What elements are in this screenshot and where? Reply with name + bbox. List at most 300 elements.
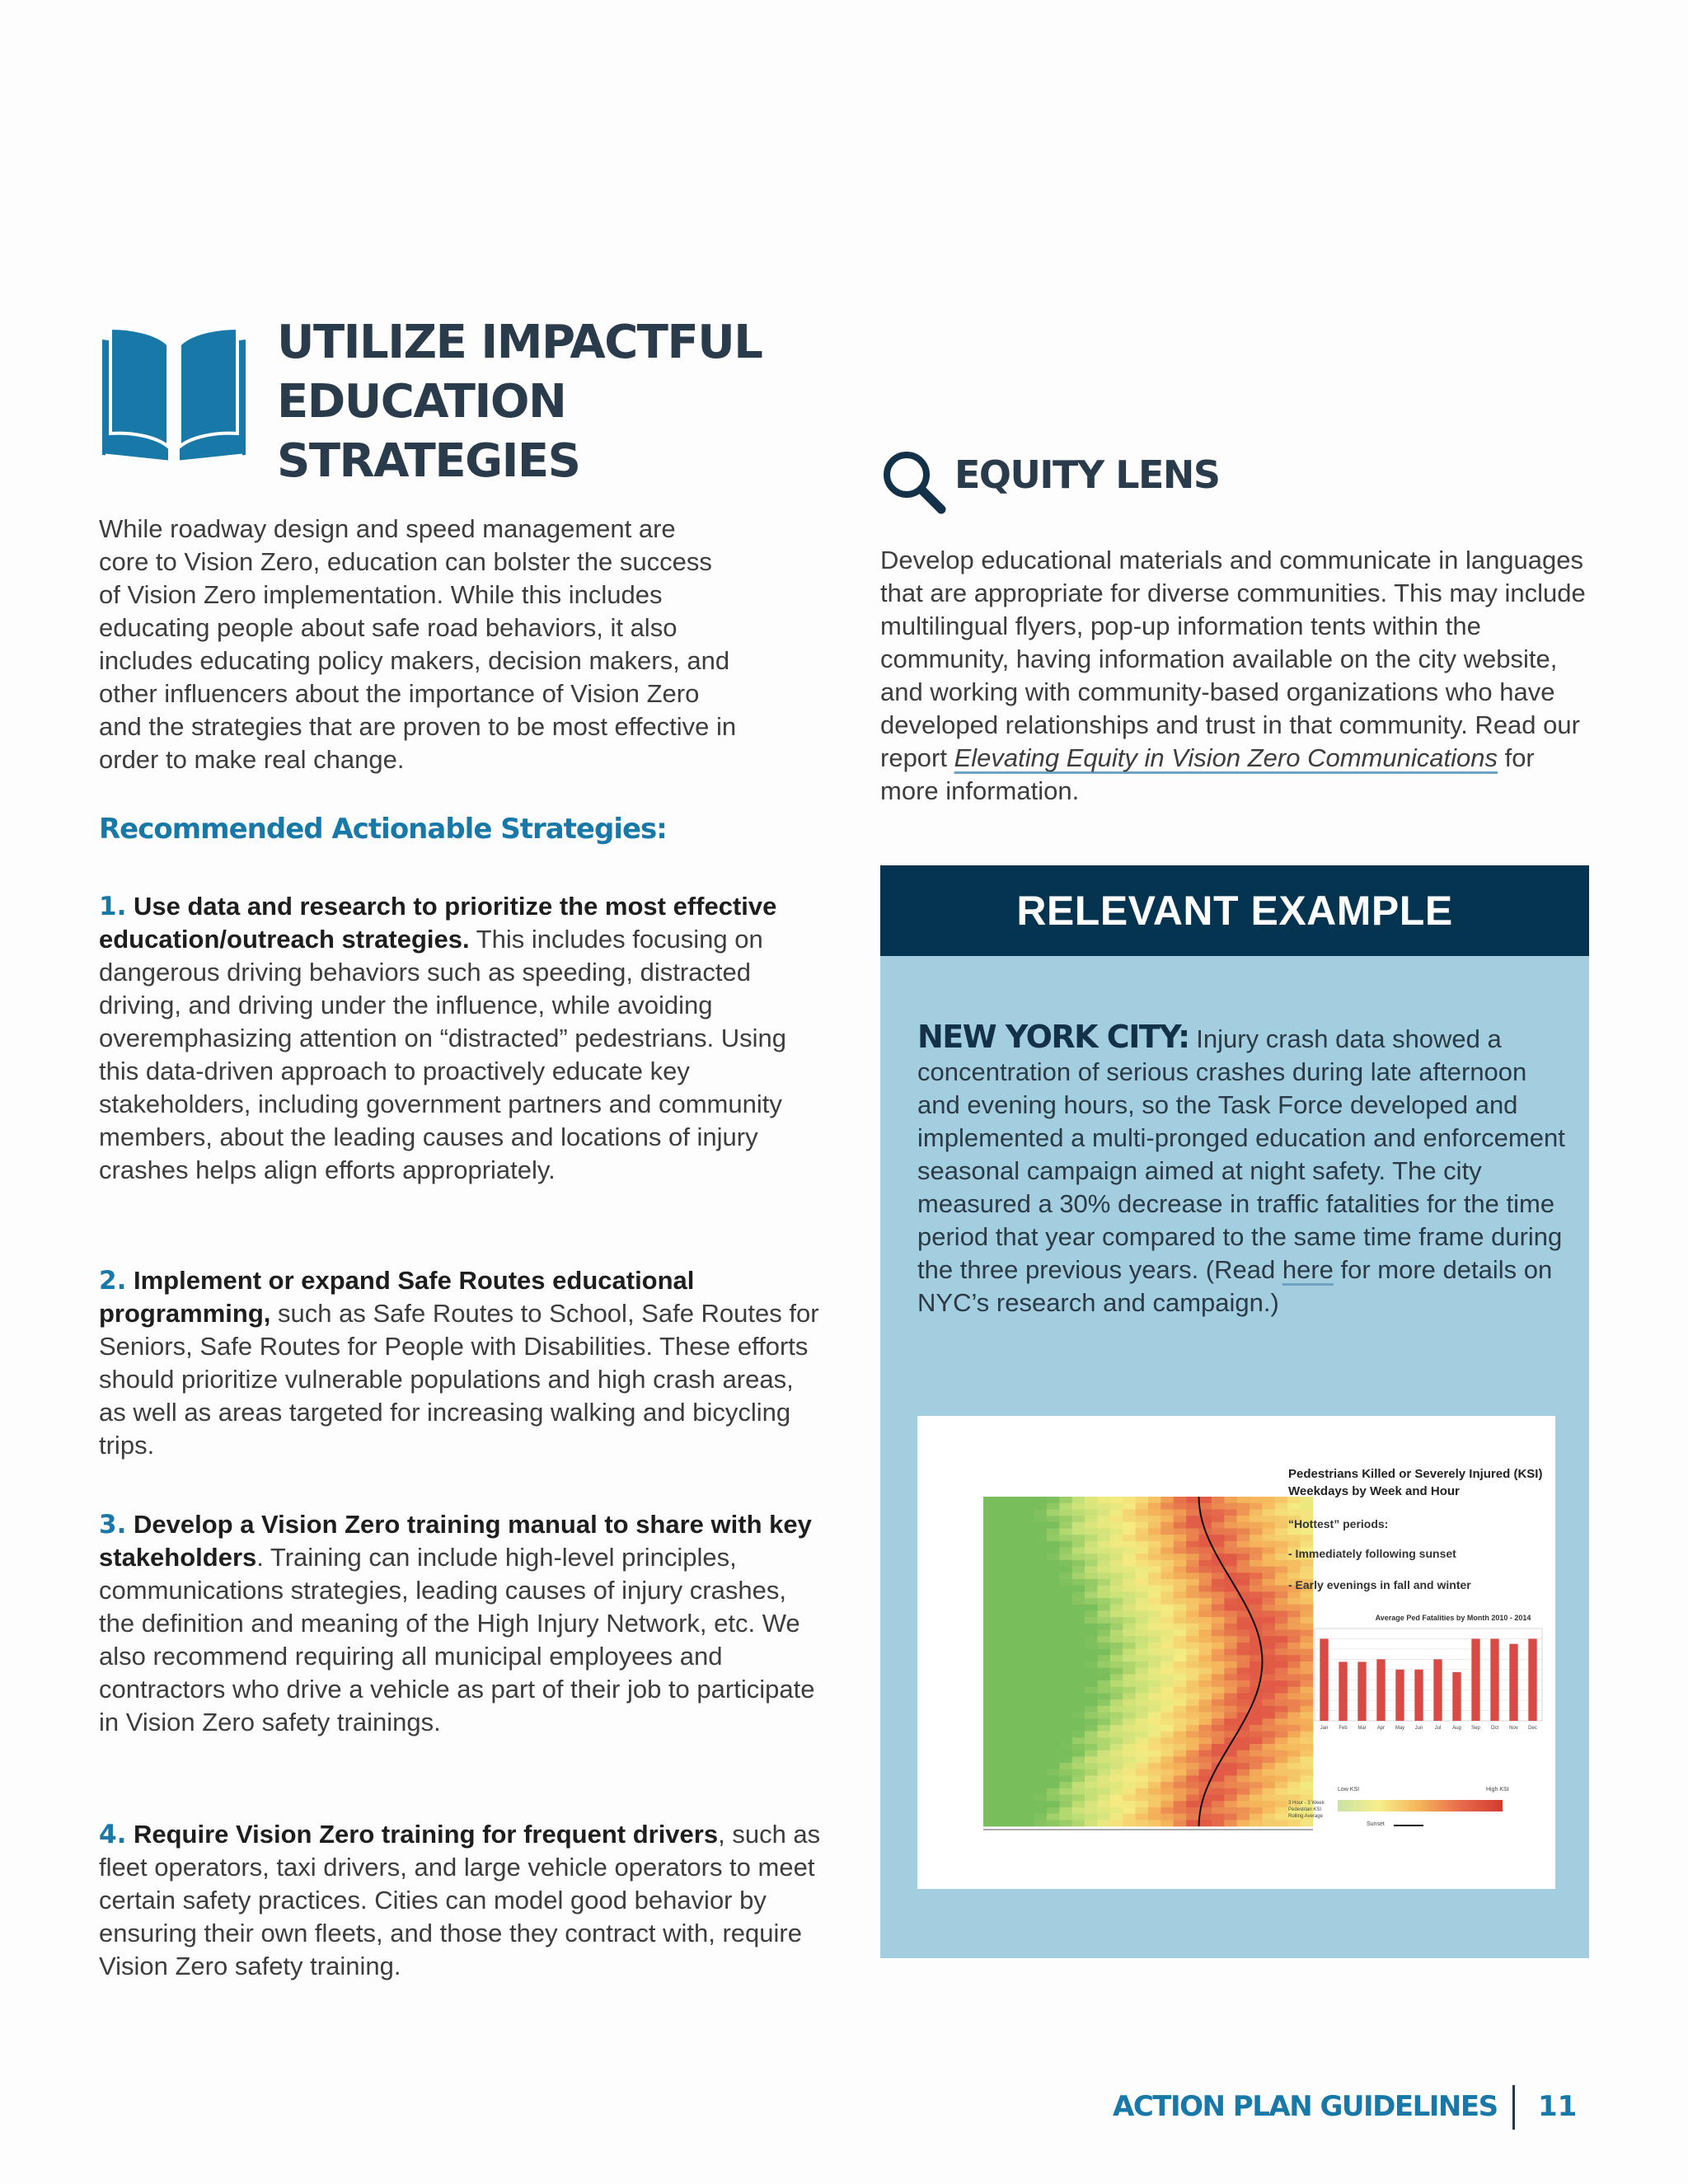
heatmap-cell xyxy=(1123,1579,1136,1586)
heatmap-cell xyxy=(1199,1737,1212,1744)
heatmap-cell xyxy=(1123,1516,1136,1522)
heatmap-cell xyxy=(1148,1567,1161,1573)
heatmap-cell xyxy=(1085,1674,1098,1680)
heatmap-cell xyxy=(1212,1610,1225,1617)
heatmap-cell xyxy=(1250,1814,1263,1821)
heatmap-cell xyxy=(996,1579,1009,1586)
heatmap-cell xyxy=(1047,1769,1060,1776)
heatmap-cell xyxy=(1160,1788,1174,1795)
heatmap-cell xyxy=(1009,1655,1022,1661)
heatmap-cell xyxy=(1034,1535,1048,1541)
report-link[interactable]: Elevating Equity in Vision Zero Communications xyxy=(954,743,1498,772)
heatmap-cell xyxy=(1275,1535,1288,1541)
heatmap-cell xyxy=(1186,1567,1199,1573)
heatmap-cell xyxy=(1021,1687,1034,1694)
heatmap-cell xyxy=(1097,1655,1110,1661)
heatmap-cell xyxy=(1123,1706,1136,1713)
bar-category-label: Sep xyxy=(1471,1726,1480,1731)
heatmap-cell xyxy=(1110,1598,1123,1605)
heatmap-cell xyxy=(1160,1782,1174,1788)
heatmap-cell xyxy=(1199,1668,1212,1675)
heatmap-cell xyxy=(996,1567,1009,1573)
heatmap-cell xyxy=(1237,1554,1250,1560)
figure-title-line: Pedestrians Killed or Severely Injured (KSI) xyxy=(1288,1467,1543,1481)
heatmap-cell xyxy=(1301,1737,1314,1744)
heatmap-cell xyxy=(1224,1541,1237,1548)
heatmap-cell xyxy=(1250,1560,1263,1567)
heatmap-cell xyxy=(1085,1782,1098,1788)
intro-line: core to Vision Zero, education can bolster the success xyxy=(99,547,712,576)
heatmap-cell xyxy=(1034,1744,1048,1750)
heatmap-cell xyxy=(1110,1693,1123,1699)
heatmap-cell xyxy=(1224,1795,1237,1802)
heatmap-cell xyxy=(1034,1630,1048,1637)
heatmap-cell xyxy=(1009,1725,1022,1732)
heatmap-cell xyxy=(1275,1655,1288,1661)
heatmap-cell xyxy=(1250,1649,1263,1656)
heatmap-cell xyxy=(1212,1788,1225,1795)
heatmap-cell xyxy=(1123,1732,1136,1738)
heatmap-cell xyxy=(1148,1788,1161,1795)
heatmap-cell xyxy=(1072,1756,1085,1763)
heatmap-cell xyxy=(1199,1522,1212,1529)
heatmap-cell xyxy=(1148,1509,1161,1516)
heatmap-cell xyxy=(1174,1756,1187,1763)
strategy-lead: Use data and research to prioritize the most effective education/outreach strategies. xyxy=(99,892,777,954)
heatmap-cell xyxy=(1021,1528,1034,1535)
heatmap-cell xyxy=(1148,1801,1161,1807)
strategy-text: This includes focusing on dangerous driving behaviors such as speeding, distracted driving, and driving under the influence, while avoiding overemphasizing attention on “distracted” pedestrians. Using this data-driven approach to proactively educate key stakeholders, including government partners and community members, about the leading causes and locations of injury crashes helps align efforts appropriately. xyxy=(99,925,787,1184)
heatmap-cell xyxy=(1034,1687,1048,1694)
heatmap-cell xyxy=(1136,1807,1149,1814)
heatmap-cell xyxy=(1021,1503,1034,1510)
heatmap-cell xyxy=(1287,1630,1301,1637)
heatmap-cell xyxy=(1199,1820,1212,1826)
heatmap-cell xyxy=(983,1649,996,1656)
here-link[interactable]: here xyxy=(1282,1255,1334,1284)
strategy-item xyxy=(99,1264,824,1462)
heatmap-cell xyxy=(1110,1655,1123,1661)
heatmap-cell xyxy=(1174,1801,1187,1807)
heatmap-cell xyxy=(996,1509,1009,1516)
heatmap-cell xyxy=(1110,1586,1123,1592)
heatmap-cell xyxy=(1262,1807,1275,1814)
heatmap-cell xyxy=(1186,1732,1199,1738)
heatmap-cell xyxy=(1009,1591,1022,1598)
heatmap-cell xyxy=(983,1814,996,1821)
heatmap-cell xyxy=(1072,1718,1085,1725)
heatmap-cell xyxy=(1237,1586,1250,1592)
heatmap-cell xyxy=(1250,1548,1263,1554)
heatmap-cell xyxy=(1250,1713,1263,1719)
heatmap-cell xyxy=(1186,1756,1199,1763)
heatmap-cell xyxy=(1085,1763,1098,1769)
heatmap-cell xyxy=(1097,1610,1110,1617)
heatmap-cell xyxy=(1275,1516,1288,1522)
heatmap-cell xyxy=(1262,1572,1275,1579)
heatmap-cell xyxy=(1275,1522,1288,1529)
heatmap-cell xyxy=(1047,1687,1060,1694)
heatmap-cell xyxy=(1085,1516,1098,1522)
heatmap-cell xyxy=(1199,1661,1212,1668)
heatmap-cell xyxy=(1275,1713,1288,1719)
strategy-text: . Training can include high-level principles, communications strategies, leading causes of injury crashes, the definition and meaning of the High Injury Network, etc. We also recommend requiring all municipal employees and contractors who drive a vehicle as part of their job to participate in Vision Zero safety trainings. xyxy=(99,1543,815,1736)
page-number: 11 xyxy=(1538,2090,1578,2123)
heatmap-cell xyxy=(1021,1617,1034,1624)
heatmap-cell xyxy=(1123,1699,1136,1706)
heatmap-cell xyxy=(1123,1567,1136,1573)
heatmap-cell xyxy=(1250,1750,1263,1757)
heatmap-cell xyxy=(1186,1643,1199,1649)
heatmap-cell xyxy=(1110,1591,1123,1598)
heatmap-cell xyxy=(1097,1503,1110,1510)
heatmap-cell xyxy=(1262,1630,1275,1637)
heatmap-cell xyxy=(1097,1586,1110,1592)
heatmap-cell xyxy=(1262,1744,1275,1750)
heatmap-cell xyxy=(1160,1756,1174,1763)
heatmap-cell xyxy=(1237,1579,1250,1586)
heatmap-cell xyxy=(1160,1649,1174,1656)
heatmap-cell xyxy=(1275,1706,1288,1713)
heatmap-cell xyxy=(1136,1769,1149,1776)
heatmap-cell xyxy=(1021,1699,1034,1706)
heatmap-cell xyxy=(1110,1687,1123,1694)
heatmap-cell xyxy=(1021,1750,1034,1757)
heatmap-cell xyxy=(1085,1509,1098,1516)
heatmap-cell xyxy=(1212,1782,1225,1788)
heatmap-cell xyxy=(1047,1567,1060,1573)
heatmap-cell xyxy=(1224,1643,1237,1649)
heatmap-cell xyxy=(1072,1572,1085,1579)
heatmap-cell xyxy=(1186,1693,1199,1699)
heatmap-cell xyxy=(1160,1636,1174,1643)
heatmap-cell xyxy=(1021,1535,1034,1541)
heatmap-cell xyxy=(1148,1769,1161,1776)
heatmap-cell xyxy=(1034,1655,1048,1661)
heatmap-cell xyxy=(1212,1598,1225,1605)
heatmap-cell xyxy=(1250,1522,1263,1529)
heatmap-cell xyxy=(996,1706,1009,1713)
heatmap-cell xyxy=(1262,1820,1275,1826)
heatmap-cell xyxy=(1110,1548,1123,1554)
heatmap-cell xyxy=(1275,1591,1288,1598)
heatmap-cell xyxy=(1287,1788,1301,1795)
heatmap-cell xyxy=(1123,1788,1136,1795)
heatmap-cell xyxy=(1072,1567,1085,1573)
heatmap-cell xyxy=(1237,1535,1250,1541)
heatmap-cell xyxy=(1021,1820,1034,1826)
heatmap-cell xyxy=(1212,1655,1225,1661)
heatmap-cell xyxy=(1009,1649,1022,1656)
heatmap-cell xyxy=(1097,1763,1110,1769)
heatmap-cell xyxy=(1287,1643,1301,1649)
heatmap-cell xyxy=(996,1560,1009,1567)
heatmap-cell xyxy=(1160,1522,1174,1529)
heatmap-cell xyxy=(1059,1649,1072,1656)
heatmap-cell xyxy=(1148,1718,1161,1725)
heatmap-cell xyxy=(1287,1636,1301,1643)
heatmap-cell xyxy=(996,1763,1009,1769)
heatmap-cell xyxy=(1250,1807,1263,1814)
heatmap-cell xyxy=(1174,1535,1187,1541)
heatmap-cell xyxy=(1224,1713,1237,1719)
heatmap-cell xyxy=(1287,1763,1301,1769)
heatmap-cell xyxy=(1186,1750,1199,1757)
heatmap-cell xyxy=(1174,1630,1187,1637)
heatmap-cell xyxy=(983,1509,996,1516)
heatmap-cell xyxy=(1009,1509,1022,1516)
heatmap-cell xyxy=(1262,1775,1275,1782)
heatmap-cell xyxy=(1186,1554,1199,1560)
heatmap-cell xyxy=(996,1820,1009,1826)
heatmap-cell xyxy=(1034,1610,1048,1617)
heatmap-cell xyxy=(1085,1769,1098,1776)
heatmap-cell xyxy=(1237,1775,1250,1782)
heatmap-cell xyxy=(1262,1795,1275,1802)
heatmap-cell xyxy=(1186,1699,1199,1706)
heatmap-cell xyxy=(1136,1756,1149,1763)
heatmap-cell xyxy=(1262,1668,1275,1675)
heatmap-cell xyxy=(1072,1503,1085,1510)
heatmap-cell xyxy=(1262,1548,1275,1554)
heatmap-cell xyxy=(1160,1718,1174,1725)
heatmap-cell xyxy=(1287,1744,1301,1750)
heatmap-cell xyxy=(1148,1541,1161,1548)
heatmap-cell xyxy=(1287,1649,1301,1656)
heatmap-cell xyxy=(1085,1554,1098,1560)
heatmap-cell xyxy=(1021,1725,1034,1732)
heatmap-cell xyxy=(1085,1661,1098,1668)
heatmap-cell xyxy=(983,1713,996,1719)
heatmap-cell xyxy=(996,1503,1009,1510)
heatmap-cell xyxy=(1237,1548,1250,1554)
heatmap-cell xyxy=(1072,1732,1085,1738)
heatmap-cell xyxy=(1250,1788,1263,1795)
heatmap-cell xyxy=(1224,1680,1237,1687)
example-paragraph xyxy=(917,1020,1568,1319)
heatmap-cell xyxy=(1186,1807,1199,1814)
heatmap-cell xyxy=(1224,1674,1237,1680)
heatmap-cell xyxy=(1148,1795,1161,1802)
heatmap-cell xyxy=(1160,1586,1174,1592)
heatmap-cell xyxy=(1224,1814,1237,1821)
heatmap-cell xyxy=(1148,1598,1161,1605)
heatmap-cell xyxy=(1224,1560,1237,1567)
heatmap-cell xyxy=(1047,1782,1060,1788)
strategy-lead: Implement or expand Safe Routes educational programming, xyxy=(99,1266,695,1328)
heatmap-cell xyxy=(1110,1509,1123,1516)
heatmap-cell xyxy=(1034,1763,1048,1769)
heatmap-cell xyxy=(1136,1605,1149,1611)
heatmap-cell xyxy=(1237,1814,1250,1821)
heatmap-cell xyxy=(1174,1636,1187,1643)
heatmap-cell xyxy=(1160,1732,1174,1738)
heatmap-cell xyxy=(1148,1680,1161,1687)
heatmap-cell xyxy=(1123,1737,1136,1744)
heatmap-cell xyxy=(1021,1649,1034,1656)
heatmap-cell xyxy=(1199,1769,1212,1776)
heatmap-cell xyxy=(1085,1617,1098,1624)
bar-apr xyxy=(1376,1659,1385,1721)
heatmap-cell xyxy=(1212,1624,1225,1630)
heatmap-cell xyxy=(1186,1617,1199,1624)
heatmap-cell xyxy=(1174,1586,1187,1592)
heatmap-cell xyxy=(1199,1680,1212,1687)
heatmap-cell xyxy=(1072,1617,1085,1624)
heatmap-cell xyxy=(1301,1617,1314,1624)
heatmap-cell xyxy=(1287,1680,1301,1687)
heatmap-cell xyxy=(1085,1814,1098,1821)
heatmap-cell xyxy=(1160,1706,1174,1713)
heatmap-cell xyxy=(1047,1522,1060,1529)
heatmap-cell xyxy=(1110,1535,1123,1541)
heatmap-cell xyxy=(1059,1535,1072,1541)
heatmap-cell xyxy=(1160,1680,1174,1687)
heatmap-cell xyxy=(1085,1636,1098,1643)
heatmap-cell xyxy=(1160,1750,1174,1757)
heatmap-cell xyxy=(996,1750,1009,1757)
heatmap-cell xyxy=(1085,1756,1098,1763)
heatmap-cell xyxy=(1085,1567,1098,1573)
heatmap-cell xyxy=(1123,1718,1136,1725)
heatmap-cell xyxy=(1212,1744,1225,1750)
heatmap-cell xyxy=(1174,1732,1187,1738)
heatmap-cell xyxy=(1110,1497,1123,1503)
heatmap-cell xyxy=(1085,1820,1098,1826)
heatmap-cell xyxy=(1085,1649,1098,1656)
heatmap-cell xyxy=(1301,1509,1314,1516)
heatmap-cell xyxy=(1009,1605,1022,1611)
heatmap-cell xyxy=(1262,1554,1275,1560)
heatmap-cell xyxy=(1085,1572,1098,1579)
heatmap-cell xyxy=(1212,1636,1225,1643)
heatmap-cell xyxy=(1009,1586,1022,1592)
legend-low-label: Low KSI xyxy=(1338,1787,1360,1793)
intro-line: other influencers about the importance of Vision Zero xyxy=(99,679,700,708)
heatmap-cell xyxy=(1186,1535,1199,1541)
heatmap-cell xyxy=(1275,1763,1288,1769)
heatmap-cell xyxy=(1021,1605,1034,1611)
heatmap-cell xyxy=(1250,1801,1263,1807)
title-line: EDUCATION xyxy=(277,375,566,429)
heatmap-cell xyxy=(1085,1807,1098,1814)
heatmap-cell xyxy=(996,1649,1009,1656)
heatmap-cell xyxy=(1034,1617,1048,1624)
heatmap-cell xyxy=(1034,1713,1048,1719)
heatmap-cell xyxy=(983,1687,996,1694)
heatmap-cell xyxy=(1136,1795,1149,1802)
heatmap-cell xyxy=(1072,1624,1085,1630)
heatmap-cell xyxy=(1160,1598,1174,1605)
heatmap-cell xyxy=(1123,1661,1136,1668)
heatmap-cell xyxy=(1009,1554,1022,1560)
heatmap-cell xyxy=(1072,1788,1085,1795)
heatmap-cell xyxy=(1199,1554,1212,1560)
heatmap-cell xyxy=(996,1541,1009,1548)
heatmap-cell xyxy=(1237,1516,1250,1522)
heatmap-cell xyxy=(1250,1598,1263,1605)
heatmap-cell xyxy=(1287,1509,1301,1516)
heatmap-cell xyxy=(1174,1522,1187,1529)
heatmap-cell xyxy=(1212,1591,1225,1598)
heatmap-cell xyxy=(1059,1560,1072,1567)
figure-title-line: Weekdays by Week and Hour xyxy=(1288,1484,1460,1498)
heatmap-cell xyxy=(1021,1655,1034,1661)
heatmap-cell xyxy=(1237,1497,1250,1503)
heatmap-cell xyxy=(1097,1775,1110,1782)
heatmap-cell xyxy=(1085,1687,1098,1694)
heatmap-cell xyxy=(1047,1713,1060,1719)
heatmap-cell xyxy=(1034,1699,1048,1706)
heatmap-cell xyxy=(1085,1598,1098,1605)
heatmap-cell xyxy=(1072,1649,1085,1656)
heatmap-cell xyxy=(1136,1820,1149,1826)
heatmap-cell xyxy=(1160,1624,1174,1630)
heatmap-cell xyxy=(1110,1516,1123,1522)
heatmap-cell xyxy=(1097,1718,1110,1725)
heatmap-cell xyxy=(1123,1572,1136,1579)
heatmap-cell xyxy=(1186,1605,1199,1611)
bar-aug xyxy=(1452,1672,1461,1721)
heatmap-cell xyxy=(1009,1528,1022,1535)
heatmap-cell xyxy=(996,1655,1009,1661)
heatmap-cell xyxy=(1224,1782,1237,1788)
heatmap-cell xyxy=(1199,1655,1212,1661)
heatmap-cell xyxy=(1110,1795,1123,1802)
heatmap-cell xyxy=(1262,1567,1275,1573)
heatmap-cell xyxy=(1047,1560,1060,1567)
heatmap-cell xyxy=(1034,1737,1048,1744)
heatmap-cell xyxy=(1085,1725,1098,1732)
heatmap-cell xyxy=(1059,1572,1072,1579)
heatmap-cell xyxy=(1047,1756,1060,1763)
heatmap-cell xyxy=(1287,1661,1301,1668)
heatmap-cell xyxy=(1123,1586,1136,1592)
heatmap-cell xyxy=(1009,1572,1022,1579)
heatmap-cell xyxy=(1287,1750,1301,1757)
nyc-ksi-figure xyxy=(917,1416,1555,1889)
heatmap-cell xyxy=(1072,1586,1085,1592)
heatmap-cell xyxy=(1009,1503,1022,1510)
hottest-note: - Immediately following sunset xyxy=(1288,1547,1456,1560)
heatmap-cell xyxy=(1301,1567,1314,1573)
heatmap-cell xyxy=(1224,1668,1237,1675)
heatmap-cell xyxy=(1275,1674,1288,1680)
heatmap-cell xyxy=(996,1617,1009,1624)
heatmap-cell xyxy=(1047,1661,1060,1668)
heatmap-cell xyxy=(1009,1718,1022,1725)
heatmap-cell xyxy=(1186,1610,1199,1617)
heatmap-cell xyxy=(1262,1674,1275,1680)
heatmap-cell xyxy=(1021,1610,1034,1617)
heatmap-cell xyxy=(1059,1668,1072,1675)
heatmap-cell xyxy=(1148,1649,1161,1656)
heatmap-cell xyxy=(1212,1814,1225,1821)
heatmap-cell xyxy=(1097,1572,1110,1579)
heatmap-cell xyxy=(1186,1687,1199,1694)
heatmap-cell xyxy=(1021,1693,1034,1699)
heatmap-cell xyxy=(1085,1718,1098,1725)
heatmap-cell xyxy=(1148,1535,1161,1541)
heatmap-cell xyxy=(996,1807,1009,1814)
heatmap-cell xyxy=(1097,1693,1110,1699)
heatmap-cell xyxy=(983,1503,996,1510)
heatmap-cell xyxy=(1097,1649,1110,1656)
heatmap-cell xyxy=(1212,1680,1225,1687)
heatmap-cell xyxy=(1123,1497,1136,1503)
heatmap-cell xyxy=(1262,1503,1275,1510)
heatmap-cell xyxy=(1123,1713,1136,1719)
